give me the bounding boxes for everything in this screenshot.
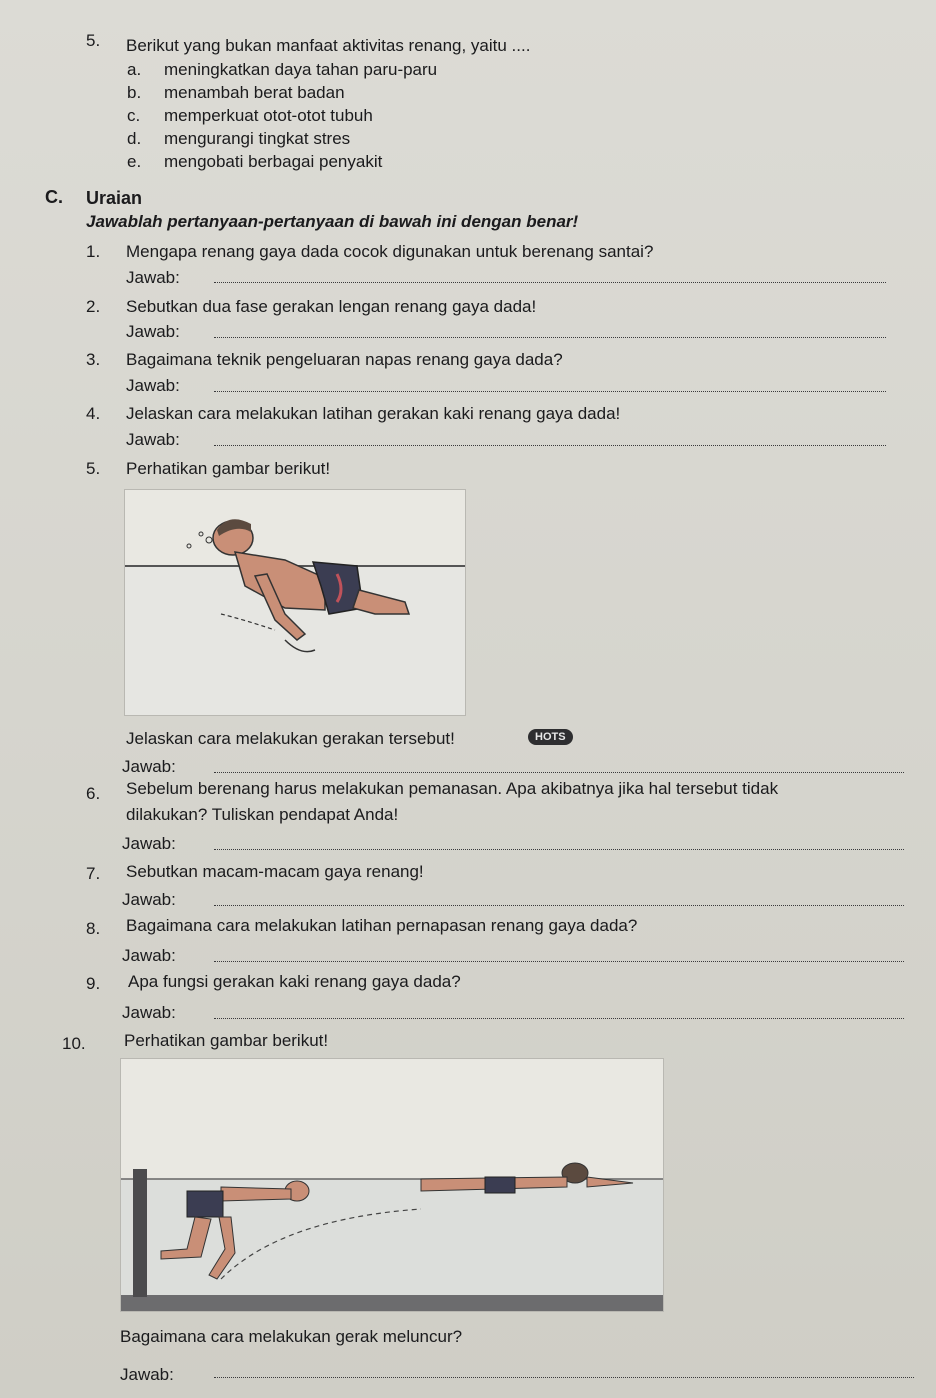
mc-number: 5. xyxy=(86,31,101,50)
hots-badge: HOTS xyxy=(528,729,573,745)
glide-illustration xyxy=(121,1059,663,1311)
question-text: Apa fungsi gerakan kaki renang gaya dada? xyxy=(128,972,461,991)
question-text: Perhatikan gambar berikut! xyxy=(126,459,331,478)
option-text: menambah berat badan xyxy=(164,83,345,102)
option-letter: c. xyxy=(127,106,141,125)
question-followup: Jelaskan cara melakukan gerakan tersebut! xyxy=(126,729,455,748)
question-text: Sebutkan dua fase gerakan lengan renang gaya dada! xyxy=(126,297,537,316)
answer-label: Jawab: xyxy=(126,430,180,449)
option-text: memperkuat otot-otot tubuh xyxy=(164,106,373,125)
question-number: 7. xyxy=(86,864,101,883)
question-number: 10. xyxy=(62,1034,86,1053)
mc-question: Berikut yang bukan manfaat aktivitas renang, yaitu .... xyxy=(126,36,531,55)
option-letter: e. xyxy=(127,152,142,171)
section-letter: C. xyxy=(45,187,63,207)
question-number: 3. xyxy=(86,350,101,369)
question-number: 6. xyxy=(86,784,101,803)
option-letter: b. xyxy=(127,83,142,102)
section-title: Uraian xyxy=(86,188,143,208)
question-text: Bagaimana teknik pengeluaran napas renang gaya dada? xyxy=(126,350,563,369)
question-number: 4. xyxy=(86,404,101,423)
answer-line[interactable] xyxy=(214,961,904,962)
answer-line[interactable] xyxy=(214,849,904,850)
answer-line[interactable] xyxy=(214,282,886,283)
question-text: Perhatikan gambar berikut! xyxy=(124,1031,329,1050)
question-text: Sebelum berenang harus melakukan pemanasan. Apa akibatnya jika hal tersebut tidak xyxy=(126,779,779,798)
option-text: mengobati berbagai penyakit xyxy=(164,152,383,171)
answer-line[interactable] xyxy=(214,337,886,338)
question-text: Bagaimana cara melakukan latihan pernapasan renang gaya dada? xyxy=(126,916,638,935)
question-number: 9. xyxy=(86,974,101,993)
section-instruction: Jawablah pertanyaan-pertanyaan di bawah ini dengan benar! xyxy=(86,212,579,231)
breaststroke-figure xyxy=(124,489,466,716)
answer-line[interactable] xyxy=(214,445,886,446)
breaststroke-illustration xyxy=(125,490,465,715)
answer-label: Jawab: xyxy=(122,890,176,909)
question-text: Jelaskan cara melakukan latihan gerakan kaki renang gaya dada! xyxy=(126,404,621,423)
question-text: Mengapa renang gaya dada cocok digunakan untuk berenang santai? xyxy=(126,242,654,261)
answer-label: Jawab: xyxy=(122,834,176,853)
answer-line[interactable] xyxy=(214,1377,914,1378)
question-followup: Bagaimana cara melakukan gerak meluncur? xyxy=(120,1327,463,1346)
option-letter: a. xyxy=(127,60,142,79)
glide-figure xyxy=(120,1058,664,1312)
answer-line[interactable] xyxy=(214,905,904,906)
question-text-line2: dilakukan? Tuliskan pendapat Anda! xyxy=(126,805,399,824)
answer-label: Jawab: xyxy=(122,1003,176,1022)
answer-label: Jawab: xyxy=(126,268,180,287)
answer-line[interactable] xyxy=(214,1018,904,1019)
option-text: mengurangi tingkat stres xyxy=(164,129,351,148)
question-number: 2. xyxy=(86,297,101,316)
answer-line[interactable] xyxy=(214,772,904,773)
answer-label: Jawab: xyxy=(120,1365,174,1384)
question-text: Sebutkan macam-macam gaya renang! xyxy=(126,862,424,881)
answer-label: Jawab: xyxy=(126,376,180,395)
question-number: 8. xyxy=(86,919,101,938)
question-number: 1. xyxy=(86,242,101,261)
option-text: meningkatkan daya tahan paru-paru xyxy=(164,60,438,79)
answer-line[interactable] xyxy=(214,391,886,392)
option-letter: d. xyxy=(127,129,142,148)
question-number: 5. xyxy=(86,459,101,478)
answer-label: Jawab: xyxy=(122,946,176,965)
answer-label: Jawab: xyxy=(122,757,176,776)
answer-label: Jawab: xyxy=(126,322,180,341)
